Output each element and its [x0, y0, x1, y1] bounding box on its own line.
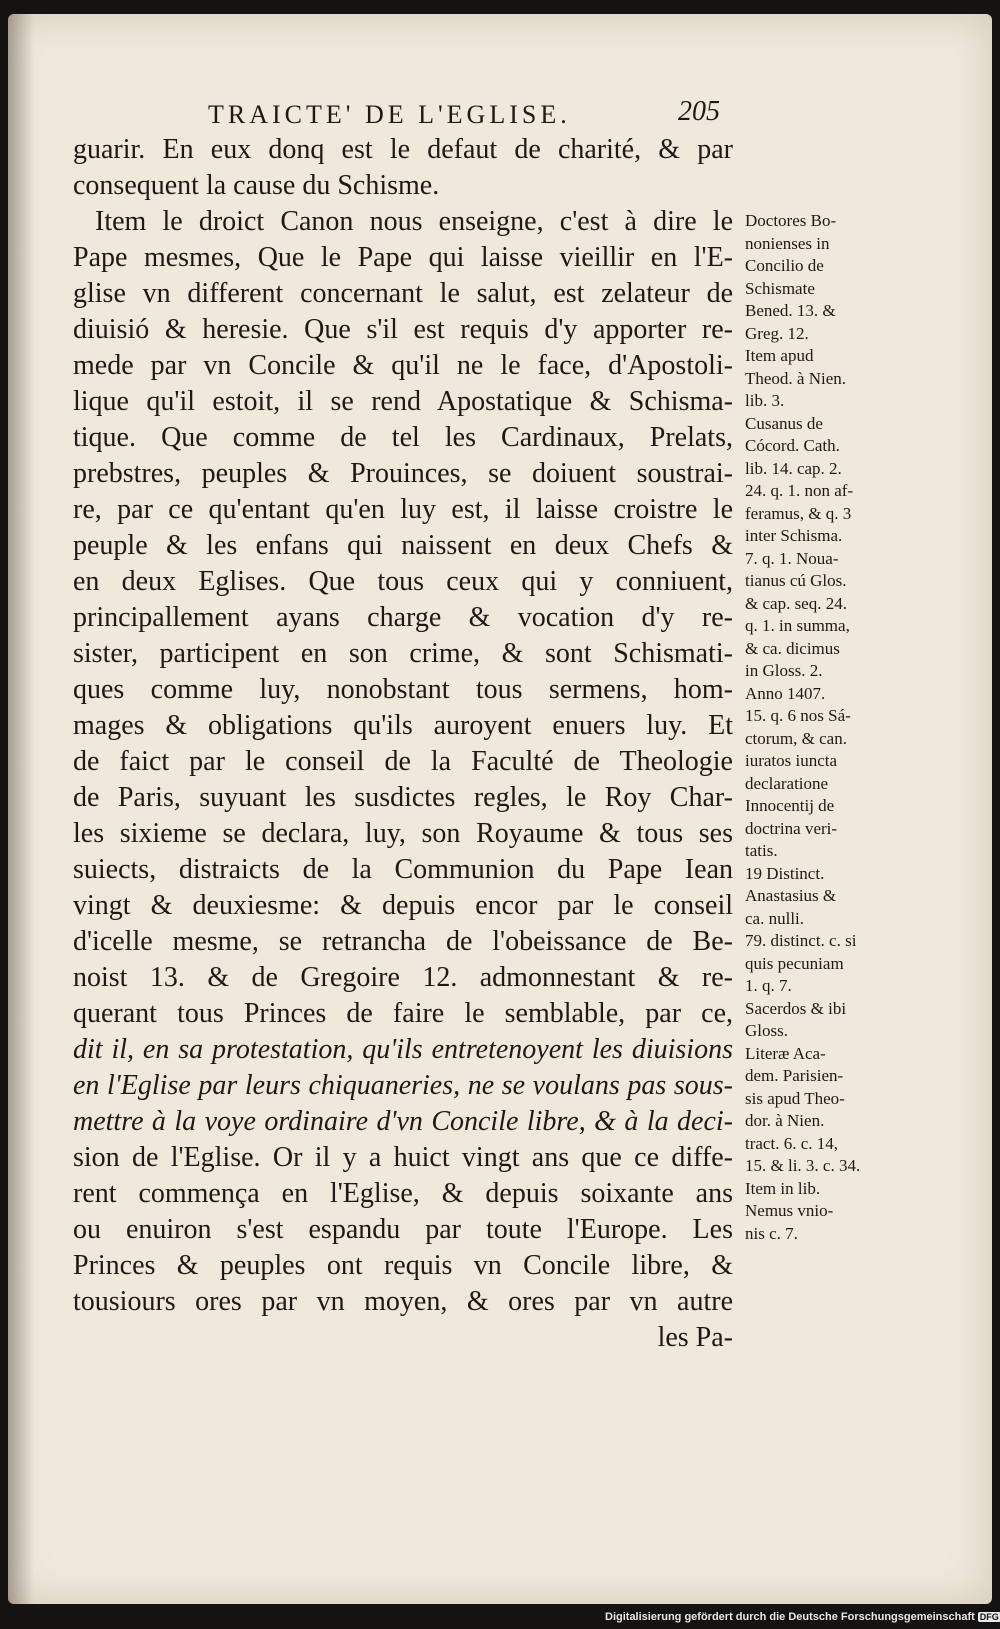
text-line: prebstres, peuples & Prouinces, se doiuent soustrai-	[73, 458, 733, 489]
text-line: ques comme luy, nonobstant tous sermens, hom-	[73, 674, 733, 705]
text-line: en deux Eglises. Que tous ceux qui y conniuent,	[73, 566, 733, 597]
margin-note-line: q. 1. in summa,	[745, 616, 850, 635]
text-line: suiects, distraicts de la Communion du Pape Iean	[73, 854, 733, 885]
margin-note-line: 15. & li. 3. c. 34.	[745, 1156, 861, 1175]
text-line-italic: dit il, en sa protestation, qu'ils entretenoyent les diuisions	[73, 1034, 733, 1065]
margin-note-line: Anastasius &	[745, 886, 837, 905]
margin-note-line: Greg. 12.	[745, 323, 809, 343]
text-line: Princes & peuples ont requis vn Concile libre, &	[73, 1250, 733, 1281]
margin-note-line: ca. nulli.	[745, 908, 805, 928]
gutter-shadow	[8, 14, 34, 1604]
footer-text: Digitalisierung gefördert durch die Deutsche Forschungsgemeinschaft	[605, 1611, 975, 1623]
running-head: TRAICTE' DE L'EGLISE.	[208, 100, 571, 129]
margin-note-line: tatis.	[745, 841, 778, 860]
margin-note-line: nis c. 7.	[745, 1223, 798, 1243]
margin-note-line: 7. q. 1. Noua-	[745, 548, 839, 568]
margin-note-line: tianus cú Glos.	[745, 571, 847, 590]
marginal-notes	[745, 210, 895, 1245]
text-line: de faict par le conseil de la Faculté de Theologie	[73, 746, 733, 777]
margin-note-line: doctrina veri-	[745, 818, 838, 838]
margin-note-line: ctorum, & can.	[745, 728, 847, 748]
text-line: tique. Que comme de tel les Cardinaux, Prelats,	[73, 422, 733, 453]
margin-note-line: Literæ Aca-	[745, 1043, 826, 1063]
text-line: de Paris, suyuant les susdictes regles, le Roy Char-	[73, 782, 733, 813]
margin-note-line: Doctores Bo-	[745, 211, 837, 230]
margin-note-line: Anno 1407.	[745, 683, 826, 703]
margin-note-line: lib. 14. cap. 2.	[745, 458, 842, 478]
digitization-footer	[605, 1611, 1000, 1623]
margin-note-line: Sacerdos & ibi	[745, 998, 847, 1018]
margin-note-line: feramus, & q. 3	[745, 503, 852, 523]
margin-note-line: inter Schisma.	[745, 526, 843, 545]
text-line: querant tous Princes de faire le semblable, par ce,	[73, 998, 733, 1029]
margin-note-line: in Gloss. 2.	[745, 661, 823, 680]
text-line: les sixieme se declara, luy, son Royaume & tous ses	[73, 818, 733, 849]
margin-note-line: Schismate	[745, 278, 815, 298]
margin-note-line: nonienses in	[745, 233, 830, 253]
dfg-logo: DFG	[979, 1612, 999, 1622]
text-line: tousiours ores par vn moyen, & ores par vn autre	[73, 1286, 733, 1317]
text-line: glise vn different concernant le salut, est zelateur de	[73, 278, 733, 309]
text-line: sion de l'Eglise. Or il y a huict vingt ans que ce diffe-	[73, 1142, 733, 1173]
margin-note-line: 79. distinct. c. si	[745, 931, 857, 950]
text-line: lique qu'il estoit, il se rend Apostatique & Schisma-	[73, 386, 733, 417]
margin-note-line: & ca. dicimus	[745, 638, 840, 658]
text-line: re, par ce qu'entant qu'en luy est, il laisse croistre le	[73, 494, 733, 525]
margin-note-line: Item in lib.	[745, 1178, 821, 1198]
margin-note-line: Gloss.	[745, 1021, 788, 1040]
text-line-italic: mettre à la voye ordinaire d'vn Concile libre, & à la deci-	[73, 1106, 733, 1137]
text-line-italic: en l'Eglise par leurs chiquaneries, ne se voulans pas sous-	[73, 1070, 733, 1101]
margin-note-line: quis pecuniam	[745, 953, 844, 973]
text-line: Item le droict Canon nous enseigne, c'est à dire le	[95, 206, 733, 237]
margin-note-line: Innocentij de	[745, 796, 835, 815]
main-text-block	[73, 132, 733, 1356]
text-line: diuisió & heresie. Que s'il est requis d'y apporter re-	[73, 314, 733, 345]
margin-note-line: Nemus vnio-	[745, 1201, 834, 1220]
margin-note-line: Cusanus de	[745, 413, 823, 433]
margin-note-line: 15. q. 6 nos Sá-	[745, 706, 851, 725]
margin-note-line: Concilio de	[745, 256, 824, 275]
margin-note-line: 19 Distinct.	[745, 863, 825, 883]
text-line: rent commença en l'Eglise, & depuis soixante ans	[73, 1178, 733, 1209]
margin-note-line: dor. à Nien.	[745, 1111, 825, 1130]
margin-note-line: Theod. à Nien.	[745, 368, 847, 388]
margin-note-line: dem. Parisien-	[745, 1066, 844, 1085]
text-line: ou enuiron s'est espandu par toute l'Europe. Les	[73, 1214, 733, 1245]
margin-note-line: tract. 6. c. 14,	[745, 1133, 838, 1153]
margin-note-line: declaratione	[745, 773, 829, 793]
text-line: Pape mesmes, Que le Pape qui laisse vieillir en l'E-	[73, 242, 733, 273]
text-line: peuple & les enfans qui naissent en deux Chefs &	[73, 530, 733, 561]
text-line: noist 13. & de Gregoire 12. admonnestant & re-	[73, 962, 733, 993]
margin-note-line: 24. q. 1. non af-	[745, 481, 854, 500]
catchword: les Pa-	[657, 1322, 733, 1353]
text-line: d'icelle mesme, se retrancha de l'obeissance de Be-	[73, 926, 733, 957]
margin-note-line: sis apud Theo-	[745, 1088, 845, 1108]
margin-note-line: & cap. seq. 24.	[745, 593, 847, 613]
text-line: vingt & deuxiesme: & depuis encor par le conseil	[73, 890, 733, 921]
margin-note-line: Item apud	[745, 346, 814, 365]
text-line: consequent la cause du Schisme.	[73, 170, 440, 201]
margin-note-line: iuratos iuncta	[745, 751, 838, 770]
margin-note-line: 1. q. 7.	[745, 976, 792, 995]
margin-note-line: Cócord. Cath.	[745, 436, 840, 455]
text-line: mages & obligations qu'ils auroyent enuers luy. Et	[73, 710, 733, 741]
margin-note-line: Bened. 13. &	[745, 301, 836, 320]
text-line: mede par vn Concile & qu'il ne le face, d'Apostoli-	[73, 350, 733, 381]
page-number: 205	[678, 96, 720, 127]
margin-note-line: lib. 3.	[745, 391, 785, 410]
text-line: principallement ayans charge & vocation d'y re-	[73, 602, 733, 633]
text-line: sister, participent en son crime, & sont Schismati-	[73, 638, 733, 669]
text-line: guarir. En eux donq est le defaut de charité, & par	[73, 134, 733, 165]
